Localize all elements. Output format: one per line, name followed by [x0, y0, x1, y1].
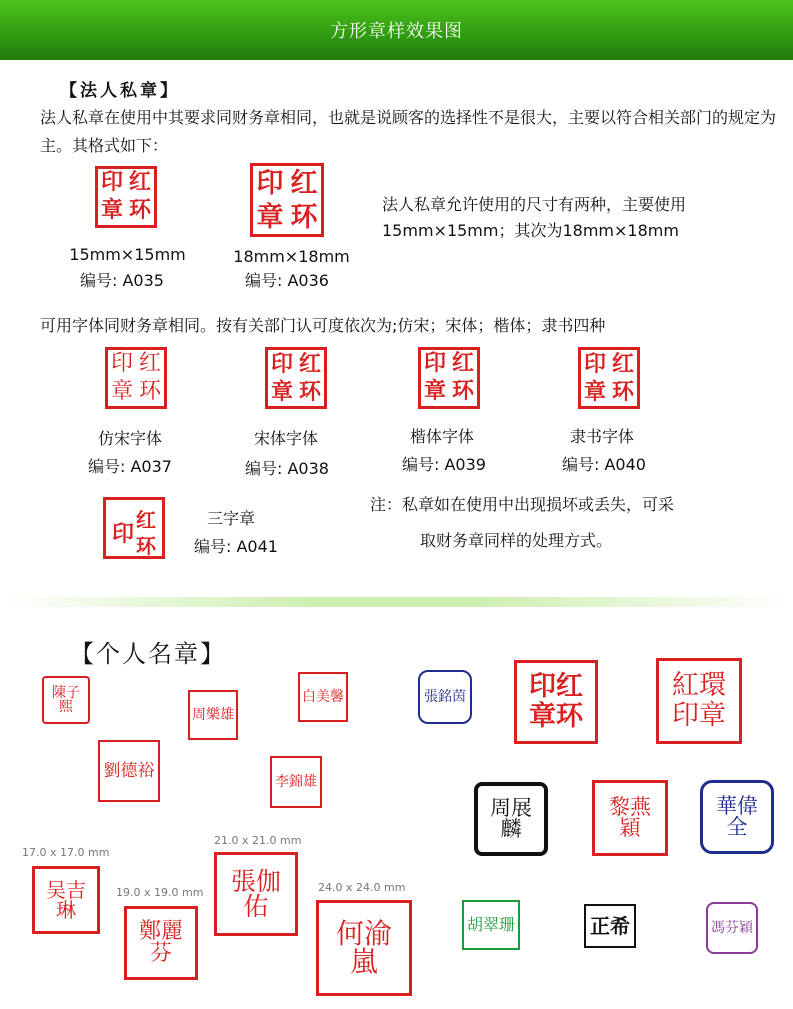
seal-char: 印: [100, 170, 123, 195]
seal-char: 环: [136, 534, 156, 558]
seal-char: 环: [611, 379, 634, 405]
seal-char: 印: [112, 522, 135, 547]
seal-char: 环: [138, 379, 161, 404]
sample-size-a036: 18mm×18mm: [233, 247, 350, 266]
seal-char: 环: [451, 379, 474, 404]
sample-type-a041: 三字章: [207, 509, 256, 528]
stamp-he: 何渝嵐: [316, 900, 412, 996]
seal-char: 章: [110, 379, 133, 404]
seal-char: 红: [451, 351, 474, 376]
stamp-zhou-black: 周展麟: [474, 782, 548, 856]
sample-font-a037: 仿宋字体: [98, 429, 163, 448]
stamp-li: 李錦雄: [270, 756, 322, 808]
size-label-17: 17.0 x 17.0 mm: [22, 846, 110, 859]
seal-char: 章: [583, 379, 606, 405]
seal-char: 红: [290, 167, 318, 199]
seal-char: 印: [256, 167, 284, 199]
seal-char: 红: [128, 170, 151, 195]
stamp-li-red: 黎燕穎: [592, 780, 668, 856]
sample-font-a039: 楷体字体: [410, 427, 475, 446]
seal-char: 印: [110, 351, 133, 376]
stamp-zhengxi-black: 正希: [584, 904, 636, 948]
stamp-hua-navy: 華偉全: [700, 780, 774, 854]
seal-a037: [105, 347, 167, 409]
seal-char: 红: [138, 351, 161, 376]
stamp-hongyin-seal: 紅環印章: [656, 658, 742, 744]
stamp-zheng: 鄭麗芬: [124, 906, 198, 980]
seal-char: 章: [423, 379, 446, 404]
seal-a040: [578, 347, 640, 409]
seal-a035: [95, 166, 157, 228]
font-note: 可用字体同财务章相同。按有关部门认可度依次为;仿宋；宋体；楷体；隶书四种: [40, 316, 606, 335]
sample-code-a040: 编号: A040: [562, 455, 646, 474]
legal-intro-text: 法人私章在使用中其要求同财务章相同，也就是说顾客的选择性不是很大，主要以符合相关部门的规定为主。其格式如下：: [40, 108, 777, 155]
section-title-legal: 【法人私章】: [60, 81, 180, 101]
seal-a041: [103, 497, 165, 559]
sample-code-a038: 编号: A038: [245, 459, 329, 478]
sample-code-a036: 编号: A036: [245, 271, 329, 290]
stamp-liu: 劉德裕: [98, 740, 160, 802]
stamp-bai: 白美馨: [298, 672, 348, 722]
seal-char: 红: [298, 351, 321, 377]
size-label-19: 19.0 x 19.0 mm: [116, 886, 204, 899]
sample-code-a041: 编号: A041: [194, 537, 278, 556]
seal-char: 章: [100, 198, 123, 223]
seal-char: 印: [270, 351, 293, 377]
seal-a039: [418, 347, 480, 409]
sample-font-a038: 宋体字体: [254, 429, 319, 448]
seal-char: 红: [136, 508, 156, 532]
size-label-24: 24.0 x 24.0 mm: [318, 881, 406, 894]
sizes-note-2: 15mm×15mm；其次为18mm×18mm: [382, 221, 679, 240]
seal-char: 环: [128, 198, 151, 223]
stamp-feng-purple: 馮芬穎: [706, 902, 758, 954]
stamp-zhou: 周樂雄: [188, 690, 238, 740]
seal-a038: [265, 347, 327, 409]
seal-char: 环: [290, 201, 318, 233]
stamp-wu: 吴吉琳: [32, 866, 100, 934]
size-label-21: 21.0 x 21.0 mm: [214, 834, 302, 847]
section-title-personal: 【个人名章】: [70, 640, 226, 668]
seal-a036: [250, 163, 324, 237]
stamp-yinhong: 印红章环: [514, 660, 598, 744]
seal-char: 章: [256, 201, 284, 233]
seal-char: 印: [583, 351, 606, 377]
seal-char: 环: [298, 379, 321, 405]
sizes-note-1: 法人私章允许使用的尺寸有两种，主要使用: [382, 195, 687, 214]
page-title: 方形章样效果图: [330, 21, 463, 42]
seal-char: 章: [270, 379, 293, 405]
sample-size-a035: 15mm×15mm: [69, 245, 186, 264]
sample-font-a040: 隶书字体: [570, 427, 635, 446]
stamp-zhang-navy: 張銘茵: [418, 670, 472, 724]
seal-char: 红: [611, 351, 634, 377]
stamp-hu-green: 胡翠珊: [462, 900, 520, 950]
seal-char: 印: [423, 351, 446, 376]
section-divider: [0, 597, 793, 607]
sample-code-a037: 编号: A037: [88, 457, 172, 476]
stamp-zhang-red: 張伽佑: [214, 852, 298, 936]
stamp-chen: 陳子熙: [42, 676, 90, 724]
sample-code-a039: 编号: A039: [402, 455, 486, 474]
footer-note-2: 取财务章同样的处理方式。: [420, 531, 613, 550]
footer-note-1: 注：私章如在使用中出现损坏或丢失，可采: [370, 495, 675, 514]
sample-code-a035: 编号: A035: [80, 271, 164, 290]
